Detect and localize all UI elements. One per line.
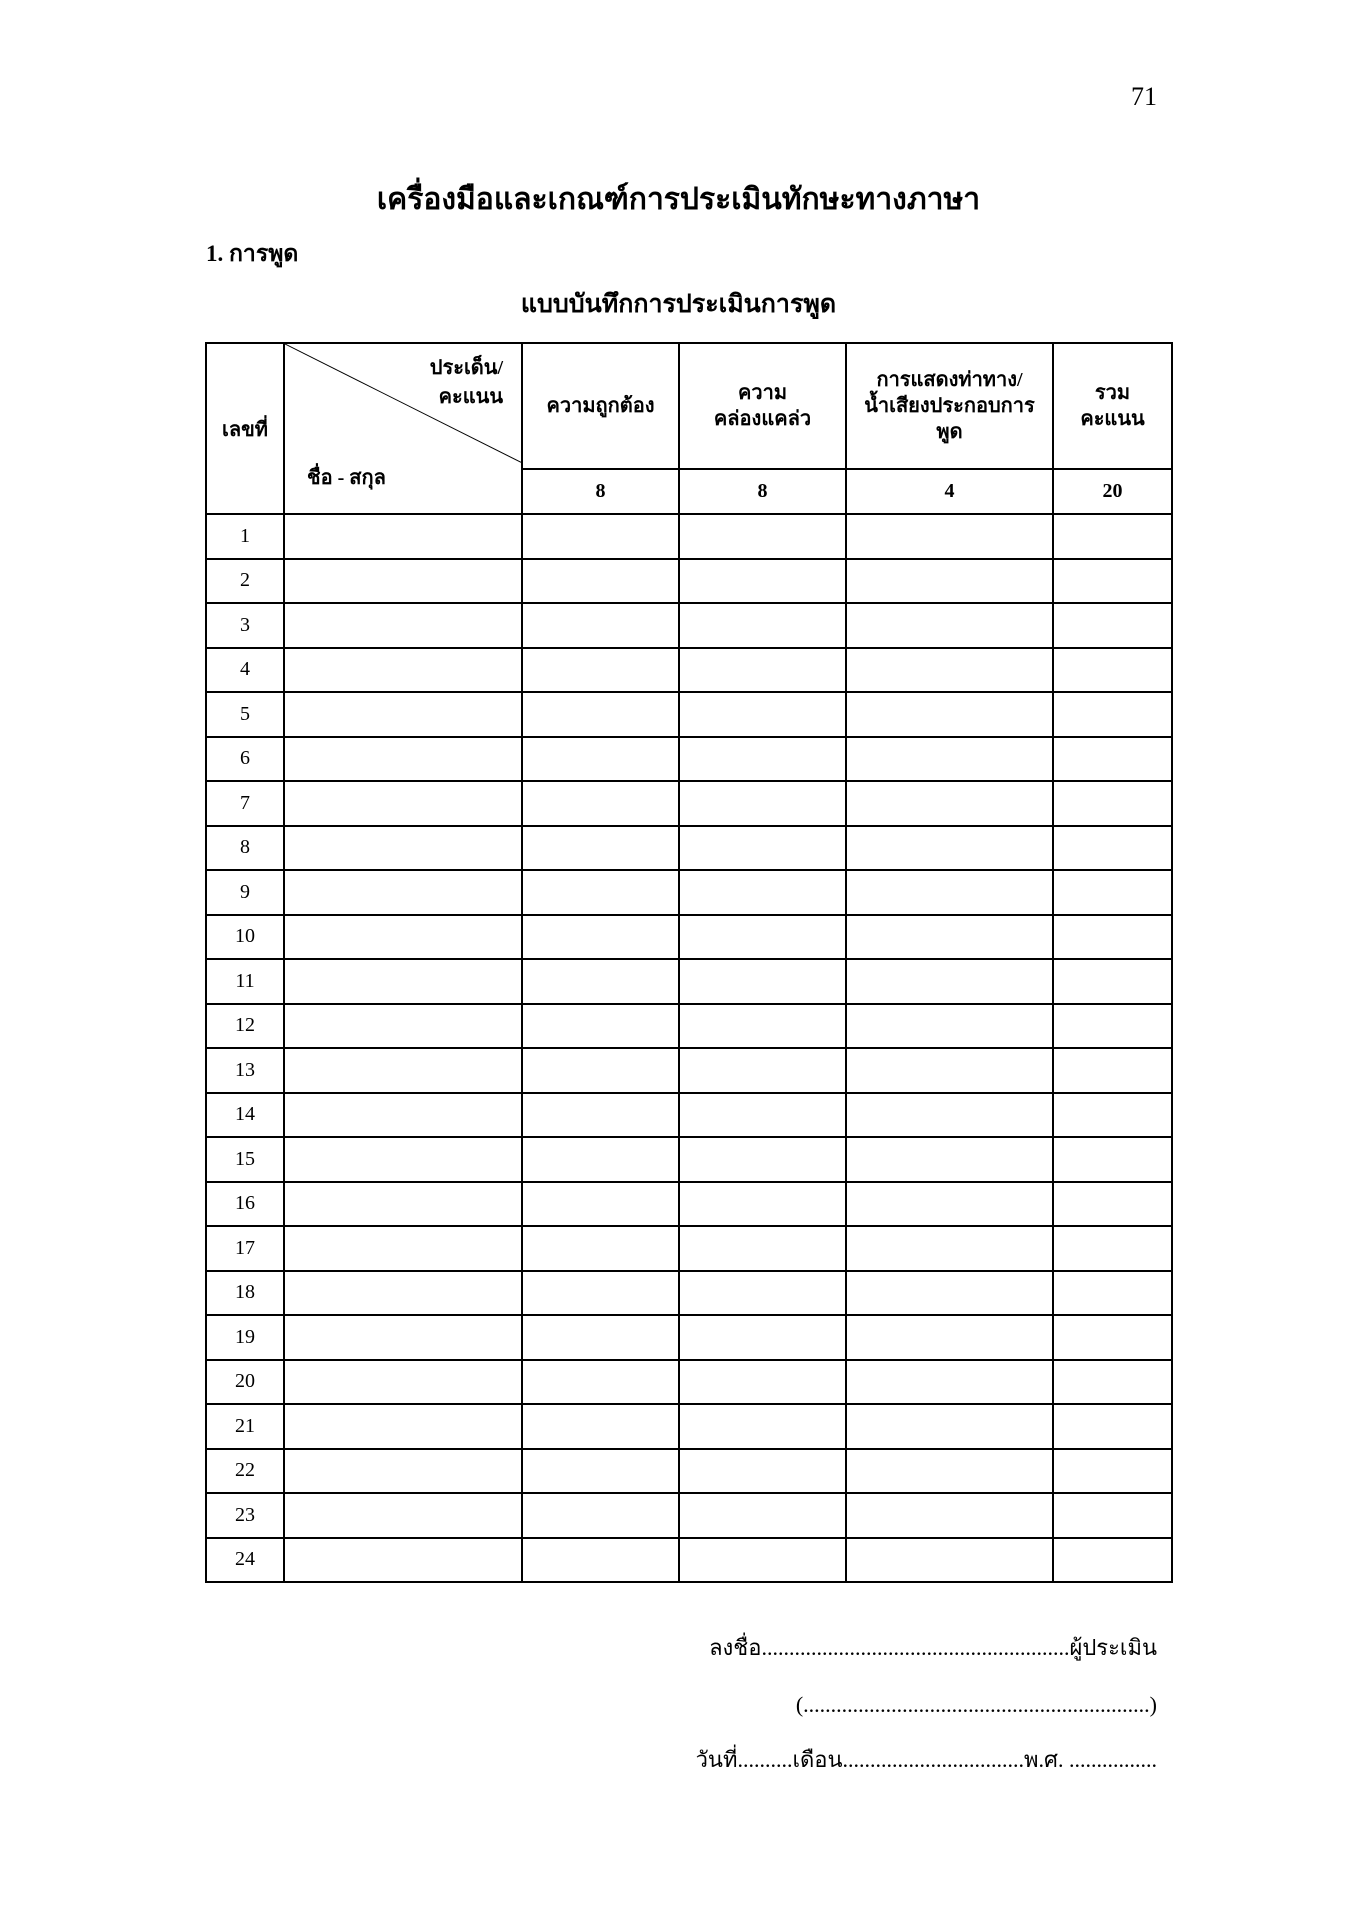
criterion-fluency-line2: คล่องแคล่ว	[713, 408, 812, 430]
row-number: 14	[206, 1093, 284, 1138]
row-number: 8	[206, 826, 284, 871]
evaluation-table	[205, 342, 1173, 1583]
row-number: 23	[206, 1493, 284, 1538]
table-row	[206, 1449, 1172, 1494]
criterion-gesture-line3: พูด	[936, 421, 963, 443]
gesture-cell	[846, 1004, 1053, 1049]
total-cell	[1053, 559, 1172, 604]
fluency-cell	[679, 870, 846, 915]
name-cell	[284, 603, 522, 648]
fluency-cell	[679, 1315, 846, 1360]
accuracy-cell	[522, 1493, 679, 1538]
accuracy-cell	[522, 1182, 679, 1227]
row-number: 6	[206, 737, 284, 782]
table-row	[206, 1271, 1172, 1316]
name-cell	[284, 692, 522, 737]
total-cell	[1053, 1004, 1172, 1049]
accuracy-cell	[522, 737, 679, 782]
row-number: 24	[206, 1538, 284, 1583]
score-accuracy: 8	[522, 469, 679, 514]
table-row	[206, 1137, 1172, 1182]
name-cell	[284, 1493, 522, 1538]
row-number: 9	[206, 870, 284, 915]
table-row	[206, 603, 1172, 648]
fluency-cell	[679, 826, 846, 871]
name-cell	[284, 1048, 522, 1093]
total-cell	[1053, 826, 1172, 871]
table-body	[206, 514, 1172, 1582]
gesture-cell	[846, 915, 1053, 960]
header-number	[206, 343, 284, 514]
total-cell	[1053, 915, 1172, 960]
total-cell	[1053, 870, 1172, 915]
total-line2: คะแนน	[1080, 408, 1145, 430]
table-row	[206, 1004, 1172, 1049]
gesture-cell	[846, 1093, 1053, 1138]
name-cell	[284, 1404, 522, 1449]
name-cell	[284, 870, 522, 915]
table-row	[206, 648, 1172, 693]
row-number: 19	[206, 1315, 284, 1360]
name-cell	[284, 1226, 522, 1271]
gesture-cell	[846, 870, 1053, 915]
fluency-cell	[679, 692, 846, 737]
total-line1: รวม	[1094, 382, 1131, 404]
row-number: 7	[206, 781, 284, 826]
table-row	[206, 737, 1172, 782]
fluency-cell	[679, 559, 846, 604]
table-row	[206, 959, 1172, 1004]
header-criterion-gesture	[846, 343, 1053, 469]
fluency-cell	[679, 1048, 846, 1093]
name-cell	[284, 559, 522, 604]
total-cell	[1053, 1137, 1172, 1182]
name-cell	[284, 1004, 522, 1049]
table-row	[206, 1093, 1172, 1138]
signature-line: ลงชื่อ........................................................ผู้ประเมิน	[709, 1635, 1157, 1660]
fluency-cell	[679, 915, 846, 960]
fluency-cell	[679, 1404, 846, 1449]
name-cell	[284, 1449, 522, 1494]
table-row	[206, 559, 1172, 604]
fluency-cell	[679, 1182, 846, 1227]
header-name-label: ชื่อ - สกุล	[307, 467, 386, 489]
name-cell	[284, 514, 522, 559]
name-cell	[284, 781, 522, 826]
accuracy-cell	[522, 915, 679, 960]
score-total: 20	[1053, 469, 1172, 514]
name-cell	[284, 1360, 522, 1405]
table-row	[206, 1493, 1172, 1538]
accuracy-cell	[522, 959, 679, 1004]
row-number: 17	[206, 1226, 284, 1271]
name-cell	[284, 915, 522, 960]
accuracy-cell	[522, 1048, 679, 1093]
name-cell	[284, 1538, 522, 1583]
table-row	[206, 1048, 1172, 1093]
fluency-cell	[679, 1004, 846, 1049]
row-number: 15	[206, 1137, 284, 1182]
main-title: เครื่องมือและเกณฑ์การประเมินทักษะทางภาษา	[376, 183, 981, 216]
name-cell	[284, 648, 522, 693]
name-cell	[284, 1315, 522, 1360]
total-cell	[1053, 737, 1172, 782]
header-number-label: เลขที่	[222, 418, 268, 441]
form-title: แบบบันทึกการประเมินการพูด	[520, 291, 837, 318]
accuracy-cell	[522, 1315, 679, 1360]
total-cell	[1053, 1226, 1172, 1271]
table-row	[206, 1404, 1172, 1449]
accuracy-cell	[522, 826, 679, 871]
fluency-cell	[679, 1271, 846, 1316]
gesture-cell	[846, 781, 1053, 826]
gesture-cell	[846, 1271, 1053, 1316]
fluency-cell	[679, 737, 846, 782]
row-number: 5	[206, 692, 284, 737]
total-cell	[1053, 959, 1172, 1004]
header-criteria-line1: ประเด็น/	[429, 357, 503, 379]
table-row	[206, 514, 1172, 559]
accuracy-cell	[522, 1449, 679, 1494]
fluency-cell	[679, 514, 846, 559]
accuracy-cell	[522, 603, 679, 648]
name-cell	[284, 1271, 522, 1316]
fluency-cell	[679, 1093, 846, 1138]
gesture-cell	[846, 1404, 1053, 1449]
fluency-cell	[679, 1360, 846, 1405]
fluency-cell	[679, 1137, 846, 1182]
header-criterion-fluency	[679, 343, 846, 469]
table-row	[206, 692, 1172, 737]
row-number: 2	[206, 559, 284, 604]
fluency-cell	[679, 1493, 846, 1538]
accuracy-cell	[522, 1538, 679, 1583]
row-number: 12	[206, 1004, 284, 1049]
criterion-gesture-line2: น้ำเสียงประกอบการ	[864, 395, 1035, 417]
total-cell	[1053, 1538, 1172, 1583]
score-fluency: 8	[679, 469, 846, 514]
gesture-cell	[846, 1493, 1053, 1538]
header-criterion-accuracy	[522, 343, 679, 469]
gesture-cell	[846, 959, 1053, 1004]
table-row	[206, 1315, 1172, 1360]
gesture-cell	[846, 1137, 1053, 1182]
score-gesture: 4	[846, 469, 1053, 514]
gesture-cell	[846, 1226, 1053, 1271]
name-cell	[284, 959, 522, 1004]
gesture-cell	[846, 648, 1053, 693]
header-diagonal-cell	[284, 343, 522, 514]
gesture-cell	[846, 692, 1053, 737]
row-number: 18	[206, 1271, 284, 1316]
row-number: 21	[206, 1404, 284, 1449]
row-number: 1	[206, 514, 284, 559]
header-criteria-label	[430, 354, 503, 412]
total-cell	[1053, 1093, 1172, 1138]
gesture-cell	[846, 1315, 1053, 1360]
fluency-cell	[679, 1226, 846, 1271]
gesture-cell	[846, 1449, 1053, 1494]
accuracy-cell	[522, 648, 679, 693]
total-cell	[1053, 1271, 1172, 1316]
criterion-accuracy-line1: ความถูกต้อง	[546, 395, 655, 417]
gesture-cell	[846, 1048, 1053, 1093]
total-cell	[1053, 1360, 1172, 1405]
accuracy-cell	[522, 514, 679, 559]
name-cell	[284, 1182, 522, 1227]
total-cell	[1053, 1048, 1172, 1093]
signature-date-line: วันที่..........เดือน.................................พ.ศ. ................	[695, 1747, 1157, 1772]
table-row	[206, 1182, 1172, 1227]
accuracy-cell	[522, 559, 679, 604]
name-cell	[284, 737, 522, 782]
total-cell	[1053, 514, 1172, 559]
row-number: 11	[206, 959, 284, 1004]
fluency-cell	[679, 781, 846, 826]
name-cell	[284, 1093, 522, 1138]
total-cell	[1053, 603, 1172, 648]
name-cell	[284, 1137, 522, 1182]
accuracy-cell	[522, 1004, 679, 1049]
accuracy-cell	[522, 870, 679, 915]
table-row	[206, 1226, 1172, 1271]
total-cell	[1053, 692, 1172, 737]
gesture-cell	[846, 514, 1053, 559]
accuracy-cell	[522, 1226, 679, 1271]
table-row	[206, 870, 1172, 915]
fluency-cell	[679, 1449, 846, 1494]
table-row	[206, 915, 1172, 960]
name-cell	[284, 826, 522, 871]
header-total	[1053, 343, 1172, 469]
signature-name-line: (...............................................................)	[795, 1692, 1157, 1717]
row-number: 22	[206, 1449, 284, 1494]
row-number: 20	[206, 1360, 284, 1405]
criterion-gesture-line1: การแสดงท่าทาง/	[876, 369, 1023, 391]
total-cell	[1053, 781, 1172, 826]
row-number: 10	[206, 915, 284, 960]
accuracy-cell	[522, 781, 679, 826]
total-cell	[1053, 648, 1172, 693]
table-row	[206, 826, 1172, 871]
total-cell	[1053, 1449, 1172, 1494]
gesture-cell	[846, 1538, 1053, 1583]
total-cell	[1053, 1404, 1172, 1449]
accuracy-cell	[522, 1360, 679, 1405]
criterion-fluency-line1: ความ	[737, 382, 788, 404]
accuracy-cell	[522, 1271, 679, 1316]
row-number: 16	[206, 1182, 284, 1227]
accuracy-cell	[522, 1137, 679, 1182]
total-cell	[1053, 1315, 1172, 1360]
total-cell	[1053, 1182, 1172, 1227]
header-criteria-line2: คะแนน	[438, 386, 503, 408]
gesture-cell	[846, 737, 1053, 782]
section-heading: 1. การพูด	[206, 241, 299, 266]
accuracy-cell	[522, 692, 679, 737]
fluency-cell	[679, 648, 846, 693]
fluency-cell	[679, 603, 846, 648]
gesture-cell	[846, 559, 1053, 604]
fluency-cell	[679, 959, 846, 1004]
accuracy-cell	[522, 1093, 679, 1138]
gesture-cell	[846, 826, 1053, 871]
table-row	[206, 1538, 1172, 1583]
page-number: 71	[1131, 82, 1157, 111]
table-row	[206, 1360, 1172, 1405]
table-row	[206, 781, 1172, 826]
gesture-cell	[846, 603, 1053, 648]
fluency-cell	[679, 1538, 846, 1583]
row-number: 13	[206, 1048, 284, 1093]
gesture-cell	[846, 1360, 1053, 1405]
accuracy-cell	[522, 1404, 679, 1449]
row-number: 3	[206, 603, 284, 648]
total-cell	[1053, 1493, 1172, 1538]
gesture-cell	[846, 1182, 1053, 1227]
row-number: 4	[206, 648, 284, 693]
